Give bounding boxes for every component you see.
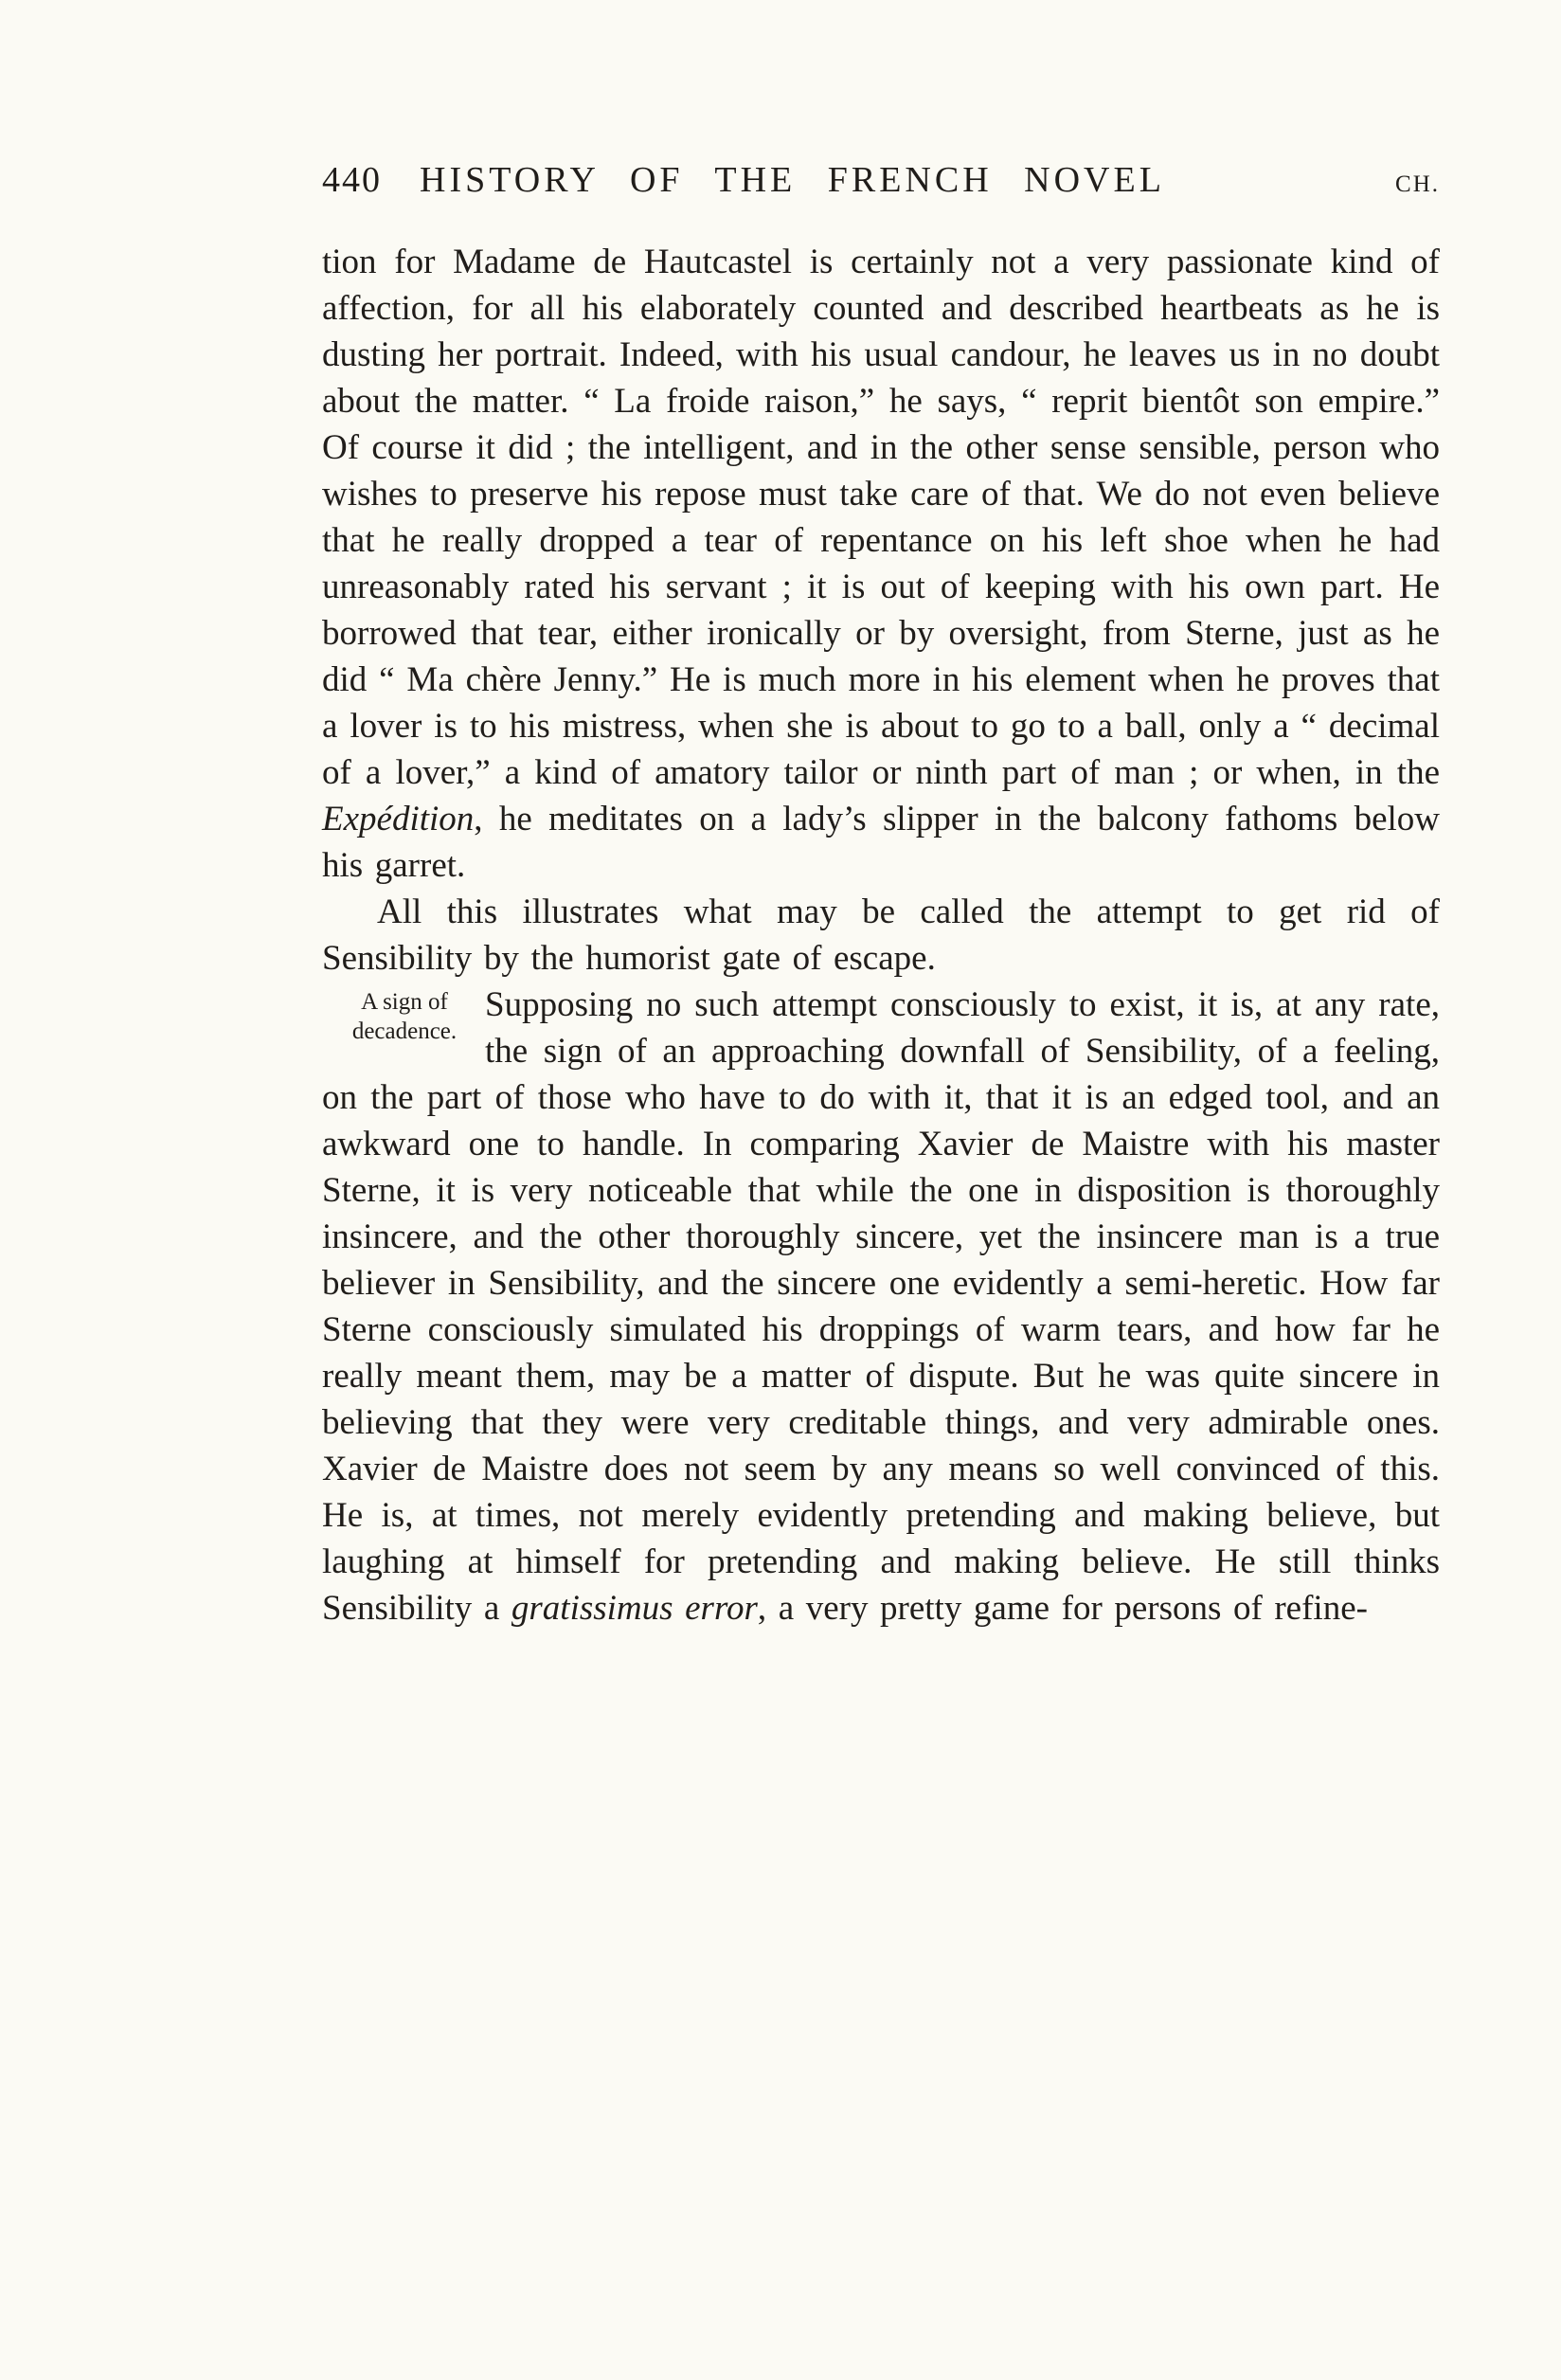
italic-text: gratissimus error [511, 1589, 758, 1628]
chapter-marker: CH. [1395, 171, 1440, 197]
body-text: , he meditates on a lady’s slipper in the balcony fathoms below his garret. [322, 800, 1440, 885]
body-text: Supposing no such attempt consciously to exist, it is, at any rate, the sign of an approaching downfall of Sensibility, of a feeling, on the part of those who have to do with it, that it is an edged tool, and an awkward one to handle. In comparing Xavier de Maistre with his master Sterne, it is very noticeable that while the one in disposition is thoroughly insincere, and the other thoroughly sincere, yet the insincere man is a true believer in Sensibility, and the sincere one evidently a semi-heretic. How far Sterne consciously simulated his droppings of warm tears, and how far he really meant them, may be a matter of dispute. But he was quite sincere in believing that they were very creditable things, and very admirable ones. Xavier de Maistre does not seem by any means so well convinced of this. He is, at times, not merely evidently pretending and making believe, but laughing at himself for pretending and making believe. He still thinks Sensibility a [322, 985, 1440, 1628]
running-title: HISTORY OF THE FRENCH NOVEL [420, 160, 1165, 200]
page-number: 440 [322, 160, 382, 200]
running-header [322, 159, 1440, 201]
body-text: All this illustrates what may be called the attempt to get rid of Sensibility by the humorist gate of escape. [322, 892, 1440, 978]
italic-text: Expédition [322, 800, 475, 838]
paragraph [322, 889, 1440, 982]
body-text: , a very pretty game for persons of refine- [757, 1589, 1368, 1628]
paragraph [322, 982, 1440, 1632]
book-page [322, 159, 1440, 1632]
page-body [322, 239, 1440, 1632]
body-text: tion for Madame de Hautcastel is certainly not a very passionate kind of affection, for all his elaborately counted and described heartbeats as he is dusting her portrait. Indeed, with his usual candour, he leaves us in no doubt about the matter. “ La froide raison,” he says, “ reprit bientôt son empire.” Of course it did ; the intelligent, and in the other sense sensible, person who wishes to preserve his repose must take care of that. We do not even believe that he really dropped a tear of repentance on his left shoe when he had unreasonably rated his servant ; it is out of keeping with his own part. He borrowed that tear, either ironically or by oversight, from Sterne, just as he did “ Ma chère Jenny.” He is much more in his element when he proves that a lover is to his mistress, when she is about to go to a ball, only a “ decimal of a lover,” a kind of amatory tailor or ninth part of man ; or when, in the [322, 243, 1440, 792]
margin-note: A sign of decadence. [351, 989, 458, 1044]
paragraph [322, 239, 1440, 889]
